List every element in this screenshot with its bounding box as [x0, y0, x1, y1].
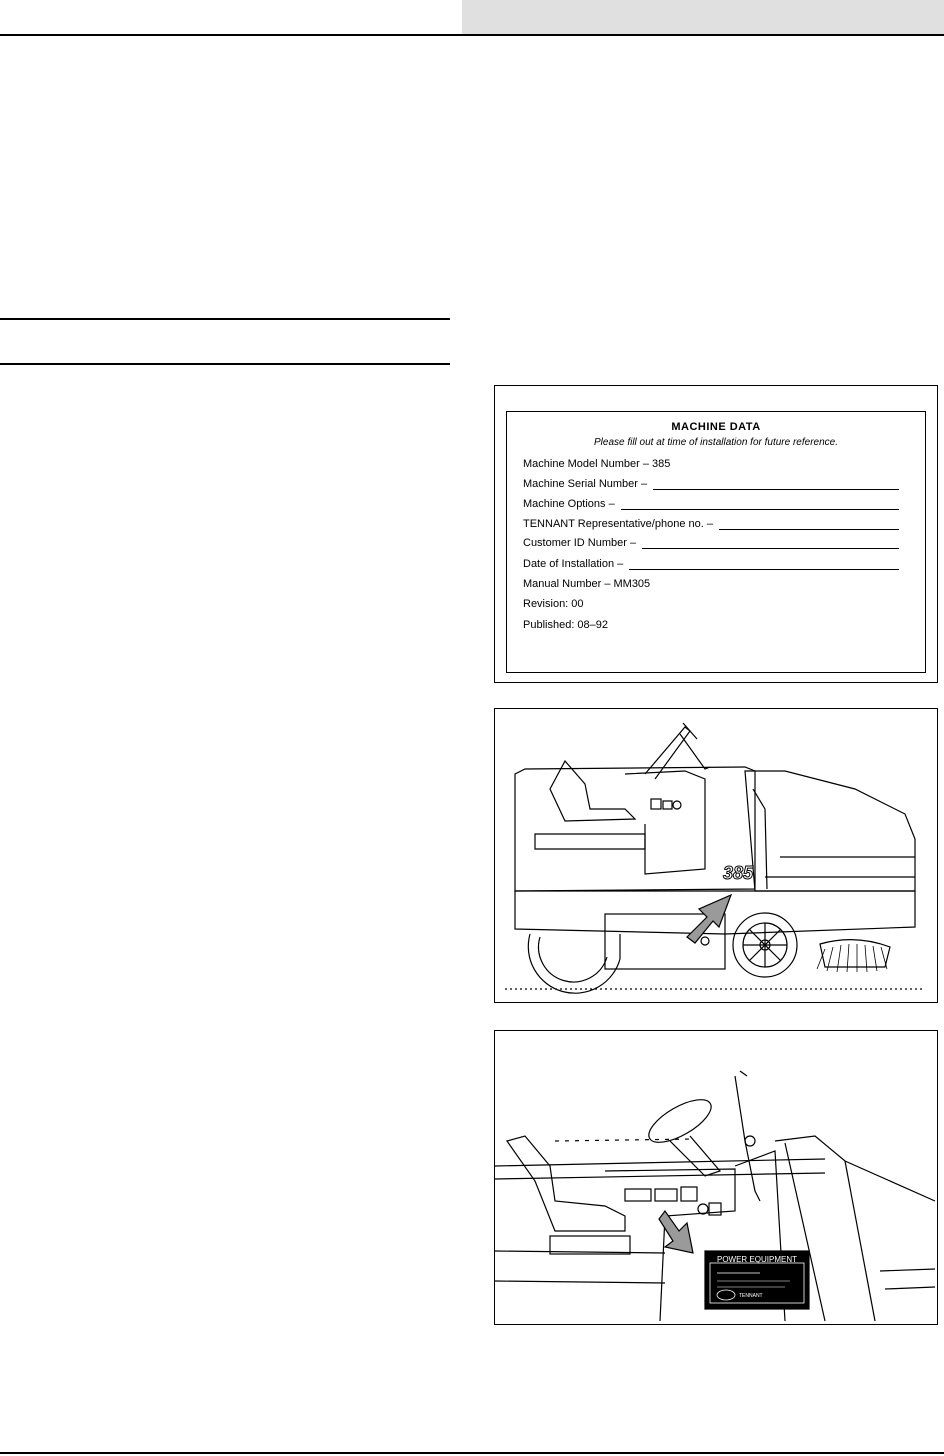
field-date-installation: Date of Installation – — [523, 556, 899, 570]
nameplate-closeup-illustration — [495, 1031, 936, 1323]
steering-wheel — [643, 1091, 718, 1150]
section-rule-top — [0, 318, 450, 320]
side-broom — [820, 940, 890, 967]
machine-data-card — [506, 411, 926, 673]
sweeper-side-illustration — [495, 709, 936, 1001]
field-revision: Revision: 00 — [523, 598, 584, 610]
section-rule-bottom — [0, 363, 450, 365]
machine-side-view-figure — [494, 708, 938, 1003]
field-machine-options: Machine Options – — [523, 496, 899, 510]
hopper — [775, 1136, 935, 1201]
field-representative: TENNANT Representative/phone no. – — [523, 516, 899, 530]
nameplate-location-figure — [494, 1030, 938, 1325]
operator-seat — [507, 1136, 625, 1231]
hopper — [745, 771, 915, 891]
machine-data-figure — [494, 385, 938, 683]
nameplate-title: POWER EQUIPMENT — [716, 1255, 798, 1264]
nameplate — [705, 1251, 809, 1309]
header-rule — [0, 34, 944, 36]
header-gray-tab — [462, 0, 944, 34]
form-title: MACHINE DATA — [671, 421, 761, 433]
operator-seat — [550, 761, 635, 821]
model-badge: 385 — [723, 863, 754, 883]
form-subtitle: Please fill out at time of installation for future reference. — [593, 437, 838, 448]
body-rear — [515, 767, 755, 891]
field-customer-id: Customer ID Number – — [523, 535, 899, 549]
field-manual-number: Manual Number – MM305 — [523, 578, 651, 590]
control-panel — [625, 771, 705, 874]
field-model-number: Machine Model Number – 385 — [523, 458, 671, 470]
nameplate-brand: TENNANT — [739, 1293, 763, 1299]
rear-wheel — [528, 934, 620, 993]
field-published: Published: 08–92 — [523, 619, 609, 631]
field-serial-number: Machine Serial Number – — [523, 476, 899, 490]
footer-rule — [0, 1452, 944, 1454]
